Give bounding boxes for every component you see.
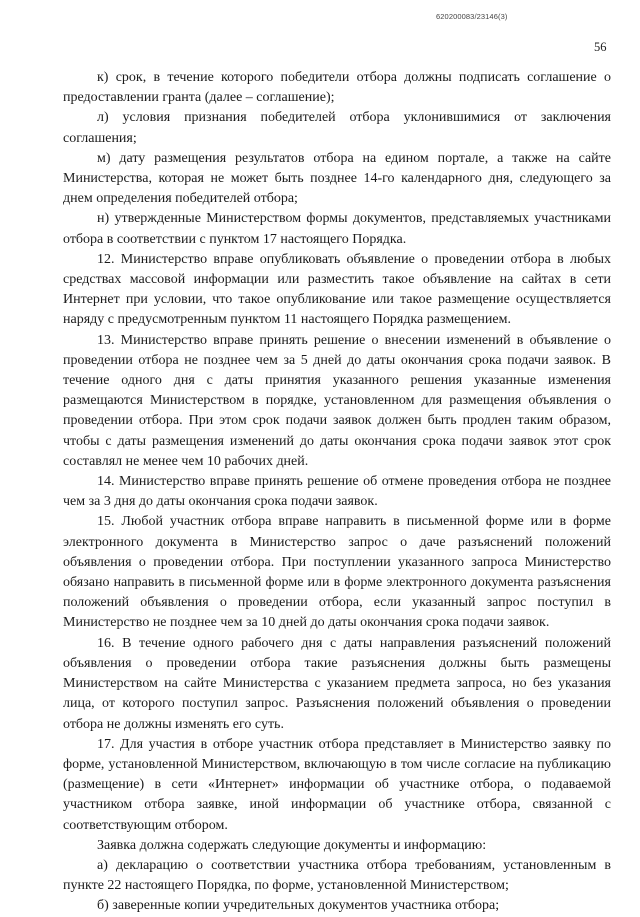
paragraph-m: м) дату размещения результатов отбора на едином портале, а также на сайте Министерства, которая не может быть позднее 14-го календарного дня, следующего за днем определения победителей отбора; bbox=[63, 150, 611, 207]
paragraph-a: а) декларацию о соответствии участника отбора требованиям, установленным в пункте 22 настоящего Порядка, по форме, установленной Министерством; bbox=[63, 857, 611, 894]
paragraph-l: л) условия признания победителей отбора уклонившимися от заключения соглашения; bbox=[63, 110, 611, 146]
paragraph-b: б) заверенные копии учредительных документов участника отбора; bbox=[97, 898, 500, 914]
paragraph-13: 13. Министерство вправе принять решение о внесении изменений в объявление о проведении отбора не позднее чем за 5 дней до даты окончания срока подачи заявок. В течение одного дня с даты принятия указанного решения указанные изменения размещаются Министерством в порядке, установленном для размещения объявления о проведении отбора. При этом срок подачи заявок должен быть продлен таким образом, чтобы с даты размещения изменений до даты окончания срока подачи заявок этот срок составлял не менее чем 10 рабочих дней. bbox=[63, 332, 611, 469]
document-body bbox=[63, 68, 611, 917]
paragraph-12: 12. Министерство вправе опубликовать объявление о проведении отбора в любых средствах массовой информации или разместить такое объявление на сайтах в сети Интернет при условии, что такое опубликование или такое размещение осуществляется наряду с предусмотренным пунктом 11 настоящего Порядка размещением. bbox=[63, 251, 611, 328]
document-id: 620200083/23146(3) bbox=[436, 12, 508, 21]
paragraph-14: 14. Министерство вправе принять решение об отмене проведения отбора не позднее чем за 3 дня до даты окончания срока подачи заявок. bbox=[63, 474, 611, 510]
paragraph-application-intro: Заявка должна содержать следующие документы и информацию: bbox=[97, 837, 487, 853]
paragraph-16: 16. В течение одного рабочего дня с даты направления разъяснений положений объявления о проведении отбора такие разъяснения должны быть размещены Министерством на сайте Министерства с указанием предмета запроса, но без указания лица, от которого поступил запрос. Разъяснения положений объявления о проведении отбора не должны изменять его суть. bbox=[63, 635, 611, 732]
page-number: 56 bbox=[594, 40, 607, 54]
paragraph-n: н) утвержденные Министерством формы документов, представляемых участниками отбора в соответствии с пунктом 17 настоящего Порядка. bbox=[63, 211, 611, 247]
paragraph-15: 15. Любой участник отбора вправе направить в письменной форме или в форме электронного документа в Министерство запрос о даче разъяснений положений объявления о проведении отбора. При поступлении указанного запроса Министерство обязано направить в письменной форме или в форме электронного документа разъяснения положений объявления о проведении отбора, если указанный запрос поступил в Министерство не позднее чем за 10 дней до даты окончания срока подачи заявок. bbox=[63, 514, 611, 631]
paragraph-k: к) срок, в течение которого победители отбора должны подписать соглашение о предоставлении гранта (далее – соглашение); bbox=[63, 70, 611, 106]
paragraph-17: 17. Для участия в отборе участник отбора представляет в Министерство заявку по форме, установленной Министерством, включающую в том числе согласие на публикацию (размещение) в сети «Интернет» информации об участнике отбора, о подаваемой участником отбора заявке, иной информации об участнике отбора, связанной с соответствующим отбором. bbox=[63, 736, 611, 833]
